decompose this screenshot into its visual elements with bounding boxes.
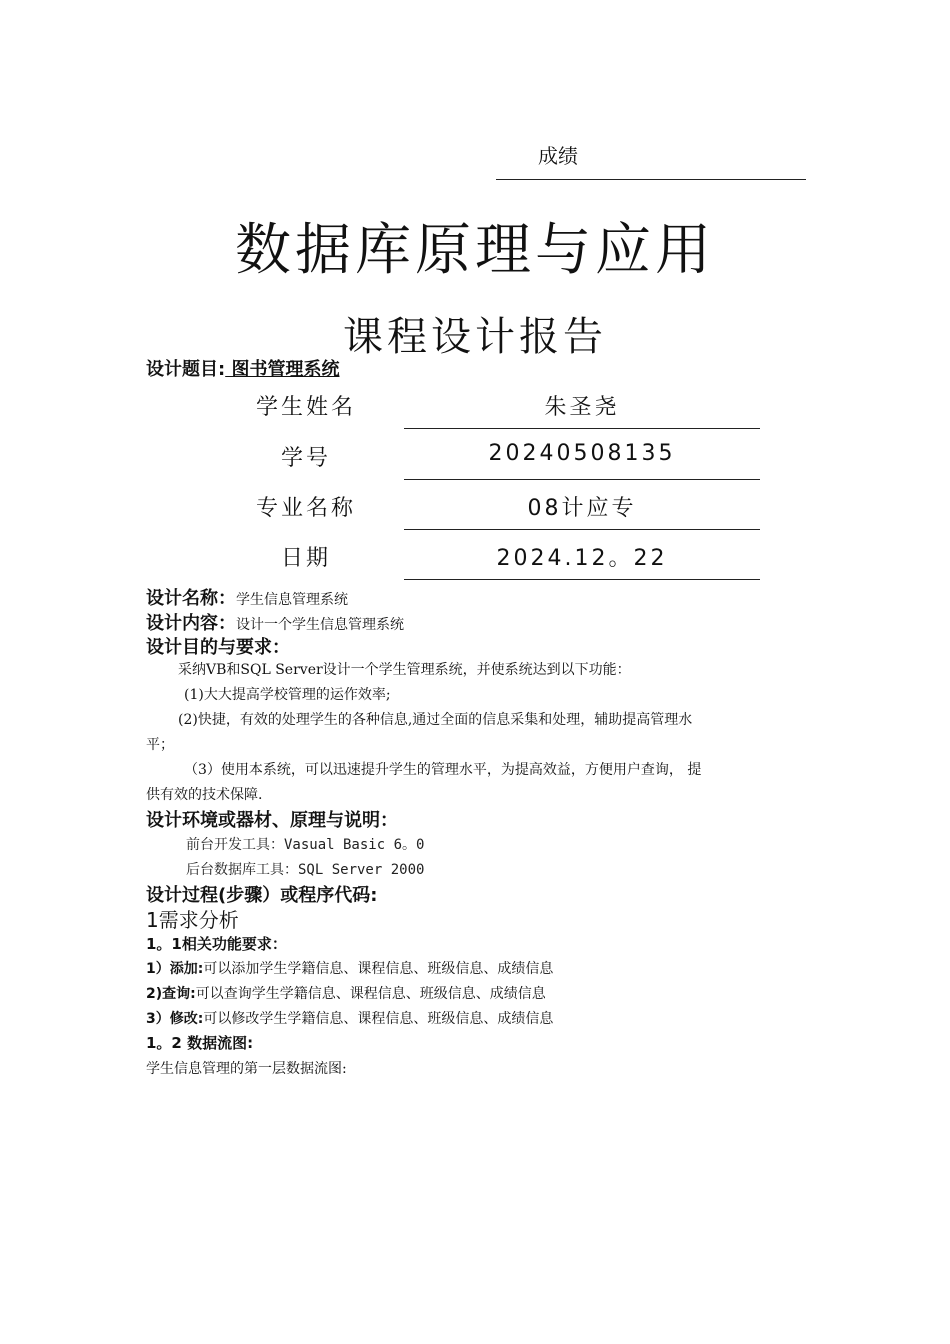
- requirement-text: 可以查询学生学籍信息、课程信息、班级信息、成绩信息: [195, 986, 546, 1002]
- info-underline: [404, 579, 760, 580]
- design-topic-label: 设计题目:: [146, 359, 226, 380]
- date-label: 日期: [280, 546, 331, 571]
- requirement-label: 2)查询:: [146, 986, 196, 1002]
- design-topic: [146, 355, 339, 381]
- design-content: [146, 609, 404, 635]
- requirement-text: 可以修改学生学籍信息、课程信息、班级信息、成绩信息: [203, 1011, 554, 1027]
- requirement-label: 3）修改:: [146, 1011, 204, 1027]
- design-topic-value: 图书管理系统: [225, 359, 340, 380]
- requirement-label: 1）添加:: [146, 961, 204, 977]
- purpose-item-3: （3）使用本系统，可以迅速提升学生的管理水平，为提高效益，方便用户查询， 提: [184, 762, 702, 778]
- date-value: 2024.12。22: [496, 546, 668, 571]
- student-name-value: 朱圣尧: [544, 395, 620, 420]
- purpose-intro: 采纳VB和SQL Server设计一个学生管理系统，并使系统达到以下功能：: [178, 662, 631, 678]
- info-underline: [404, 428, 760, 429]
- environment-heading: 设计环境或器材、原理与说明：: [146, 810, 398, 831]
- student-id-value: 20240508135: [488, 441, 676, 466]
- section-1-1-heading: 1。1相关功能要求：: [146, 935, 287, 953]
- dfd-caption: 学生信息管理的第一层数据流图:: [146, 1061, 347, 1077]
- section-1-heading: 1需求分析: [146, 908, 239, 932]
- purpose-item-2: (2)快捷，有效的处理学生的各种信息,通过全面的信息采集和处理，辅助提高管理水: [178, 712, 693, 728]
- back-tool: 后台数据库工具：SQL Server 2000: [186, 862, 425, 878]
- major-label: 专业名称: [255, 496, 356, 521]
- process-heading: 设计过程(步骤）或程序代码:: [146, 885, 378, 906]
- grade-label: 成绩: [538, 144, 578, 168]
- info-underline: [404, 479, 760, 480]
- design-content-label: 设计内容：: [146, 613, 236, 634]
- design-content-value: 设计一个学生信息管理系统: [236, 617, 404, 633]
- student-name-label: 学生姓名: [255, 395, 356, 420]
- design-name-value: 学生信息管理系统: [236, 592, 348, 608]
- front-tool: 前台开发工具：Vasual Basic 6。0: [186, 837, 425, 853]
- purpose-item-2-cont: 平；: [146, 737, 174, 753]
- requirement-text: 可以添加学生学籍信息、课程信息、班级信息、成绩信息: [203, 961, 554, 977]
- grade-underline: [496, 179, 806, 180]
- section-1-2-heading: 1。2 数据流图:: [146, 1034, 254, 1052]
- requirement-item: [146, 983, 546, 1003]
- requirement-item: [146, 1008, 553, 1028]
- main-title: 数据库原理与应用: [235, 218, 715, 283]
- purpose-heading: 设计目的与要求：: [146, 637, 290, 658]
- major-value: 08计应专: [527, 496, 637, 521]
- design-name: [146, 584, 348, 610]
- info-underline: [404, 529, 760, 530]
- student-id-label: 学号: [280, 446, 331, 471]
- purpose-item-1: (1)大大提高学校管理的运作效率;: [184, 687, 391, 703]
- sub-title: 课程设计报告: [343, 314, 607, 360]
- purpose-item-3-cont: 供有效的技术保障.: [146, 787, 263, 803]
- design-name-label: 设计名称：: [146, 588, 236, 609]
- requirement-item: [146, 958, 553, 978]
